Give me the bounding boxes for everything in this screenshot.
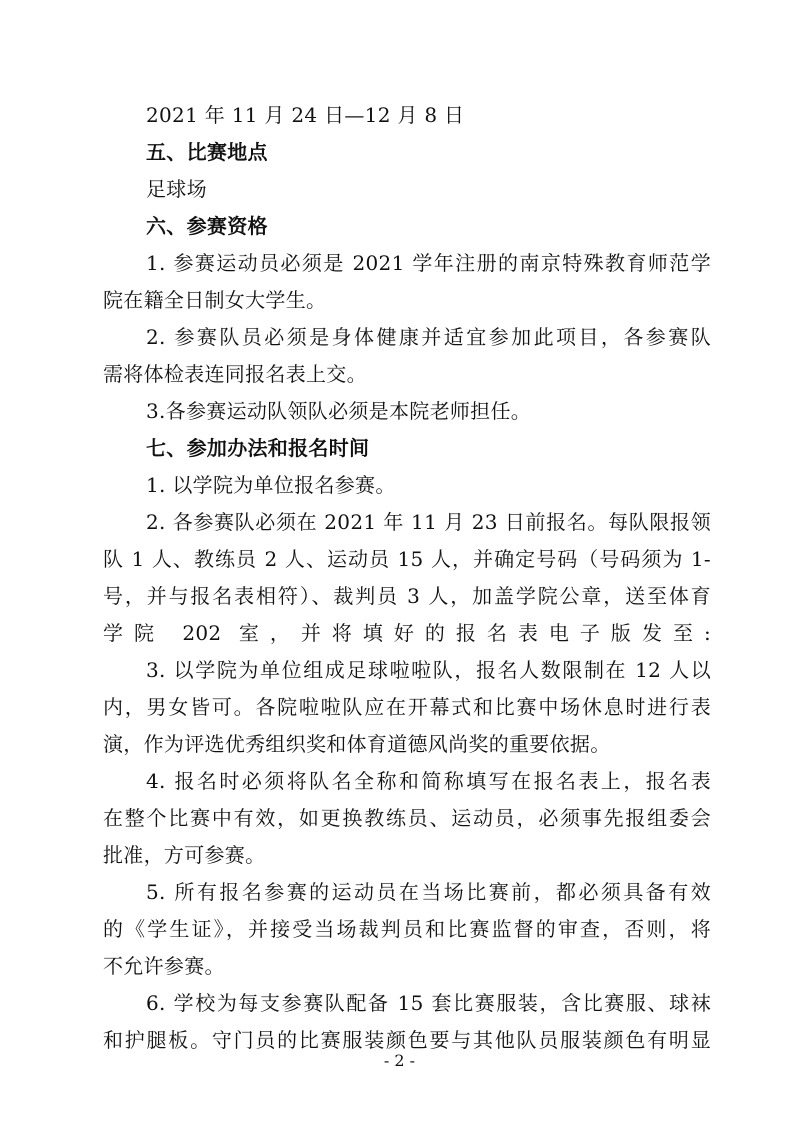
paragraph-line: 1. 参赛运动员必须是 2021 学年注册的南京特殊教育师范学 xyxy=(146,251,711,275)
venue-text: 足球场 xyxy=(146,177,207,201)
paragraph-line: 号，并与报名表相符）、裁判员 3 人，加盖学院公章，送至体育 xyxy=(103,584,711,608)
paragraph-line: 4. 报名时必须将队名全称和简称填写在报名表上，报名表 xyxy=(146,769,711,793)
paragraph-line: 3. 以学院为单位组成足球啦啦队，报名人数限制在 12 人以 xyxy=(146,658,711,682)
paragraph-line: 演，作为评选优秀组织奖和体育道德风尚奖的重要依据。 xyxy=(103,732,611,756)
page-number: - 2 - xyxy=(383,1051,416,1070)
paragraph-line: 的《学生证》，并接受当场裁判员和比赛监督的审查，否则，将 xyxy=(103,917,711,941)
paragraph-line: 2. 参赛队员必须是身体健康并适宜参加此项目，各参赛队 xyxy=(146,325,711,349)
paragraph-line-email: 学院 202 室，并将填好的报名表电子版发至: xyxy=(103,621,711,645)
paragraph-line: 和护腿板。守门员的比赛服装颜色要与其他队员服装颜色有明显 xyxy=(103,1028,711,1052)
section-heading-registration: 七、参加办法和报名时间 xyxy=(146,436,370,460)
paragraph-line: 不允许参赛。 xyxy=(103,954,225,978)
document-body xyxy=(103,97,711,1059)
paragraph-line: 6. 学校为每支参赛队配备 15 套比赛服装，含比赛服、球袜 xyxy=(146,991,711,1015)
paragraph-line: 批准，方可参赛。 xyxy=(103,843,266,867)
paragraph-line: 内，男女皆可。各院啦啦队应在开幕式和比赛中场休息时进行表 xyxy=(103,695,711,719)
paragraph-line: 1. 以学院为单位报名参赛。 xyxy=(146,473,396,497)
paragraph-line: 需将体检表连同报名表上交。 xyxy=(103,362,367,386)
section-heading-venue: 五、比赛地点 xyxy=(146,140,268,164)
paragraph-line: 5. 所有报名参赛的运动员在当场比赛前，都必须具备有效 xyxy=(146,880,711,904)
paragraph-line: 队 1 人、教练员 2 人、运动员 15 人，并确定号码（号码须为 1- xyxy=(103,547,711,571)
section-heading-eligibility: 六、参赛资格 xyxy=(146,214,268,238)
paragraph-line: 2. 各参赛队必须在 2021 年 11 月 23 日前报名。每队限报领 xyxy=(146,510,711,534)
paragraph-line: 院在籍全日制女大学生。 xyxy=(103,288,327,312)
paragraph-line: 在整个比赛中有效，如更换教练员、运动员，必须事先报组委会 xyxy=(103,806,711,830)
paragraph-line: 3.各参赛运动队领队必须是本院老师担任。 xyxy=(146,399,532,423)
competition-dates: 2021 年 11 月 24 日—12 月 8 日 xyxy=(146,103,465,127)
